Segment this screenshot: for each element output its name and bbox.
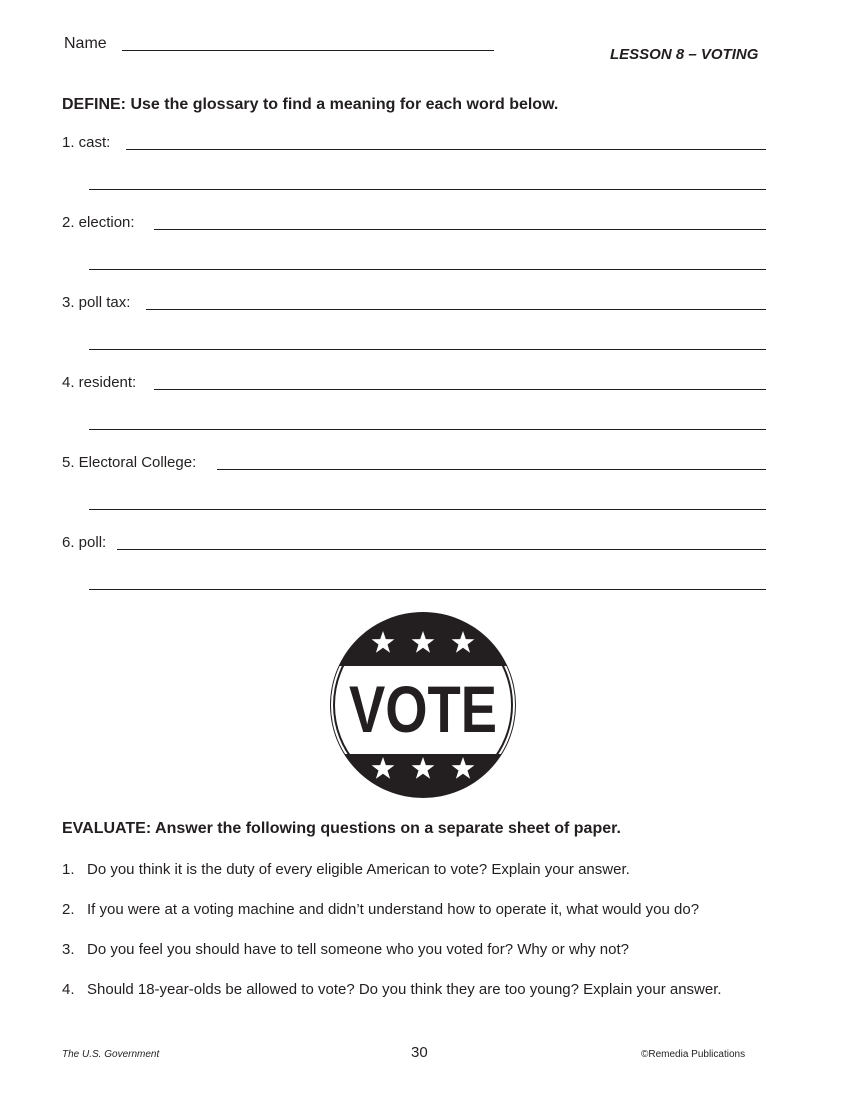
define-item-cast: 1. cast: [62,134,111,151]
answer-line-election-1[interactable] [154,229,766,230]
vote-button-icon [328,610,518,800]
page-number: 30 [411,1044,428,1061]
lesson-title: LESSON 8 – VOTING [610,46,759,63]
answer-line-cast-1[interactable] [126,149,766,150]
answer-line-electoral-college-1[interactable] [217,469,766,470]
question-2: 2. If you were at a voting machine and didn’t understand how to operate it, what would you do? [62,901,700,918]
answer-line-electoral-college-2[interactable] [89,509,766,510]
define-item-electoral-college: 5. Electoral College: [62,454,197,471]
define-item-election: 2. election: [62,214,135,231]
evaluate-heading: EVALUATE: Answer the following questions on a separate sheet of paper. [62,820,621,837]
define-heading: DEFINE: Use the glossary to find a meaning for each word below. [62,96,559,113]
answer-line-resident-2[interactable] [89,429,766,430]
question-4: 4. Should 18-year-olds be allowed to vote? Do you think they are too young? Explain your answer. [62,981,722,998]
answer-line-resident-1[interactable] [154,389,766,390]
define-item-poll-tax: 3. poll tax: [62,294,131,311]
question-3: 3. Do you feel you should have to tell someone who you voted for? Why or why not? [62,941,629,958]
answer-line-cast-2[interactable] [89,189,766,190]
answer-line-poll-2[interactable] [89,589,766,590]
name-label: Name [64,35,107,52]
answer-line-poll-tax-2[interactable] [89,349,766,350]
question-1: 1. Do you think it is the duty of every eligible American to vote? Explain your answer. [62,861,630,878]
footer-copyright: ©Remedia Publications [641,1049,746,1060]
define-item-poll: 6. poll: [62,534,107,551]
answer-line-poll-tax-1[interactable] [146,309,766,310]
answer-line-poll-1[interactable] [117,549,766,550]
footer-book-title: The U.S. Government [62,1049,160,1060]
answer-line-election-2[interactable] [89,269,766,270]
define-item-resident: 4. resident: [62,374,137,391]
svg-text:VOTE: VOTE [349,672,497,746]
name-field[interactable] [122,50,494,51]
